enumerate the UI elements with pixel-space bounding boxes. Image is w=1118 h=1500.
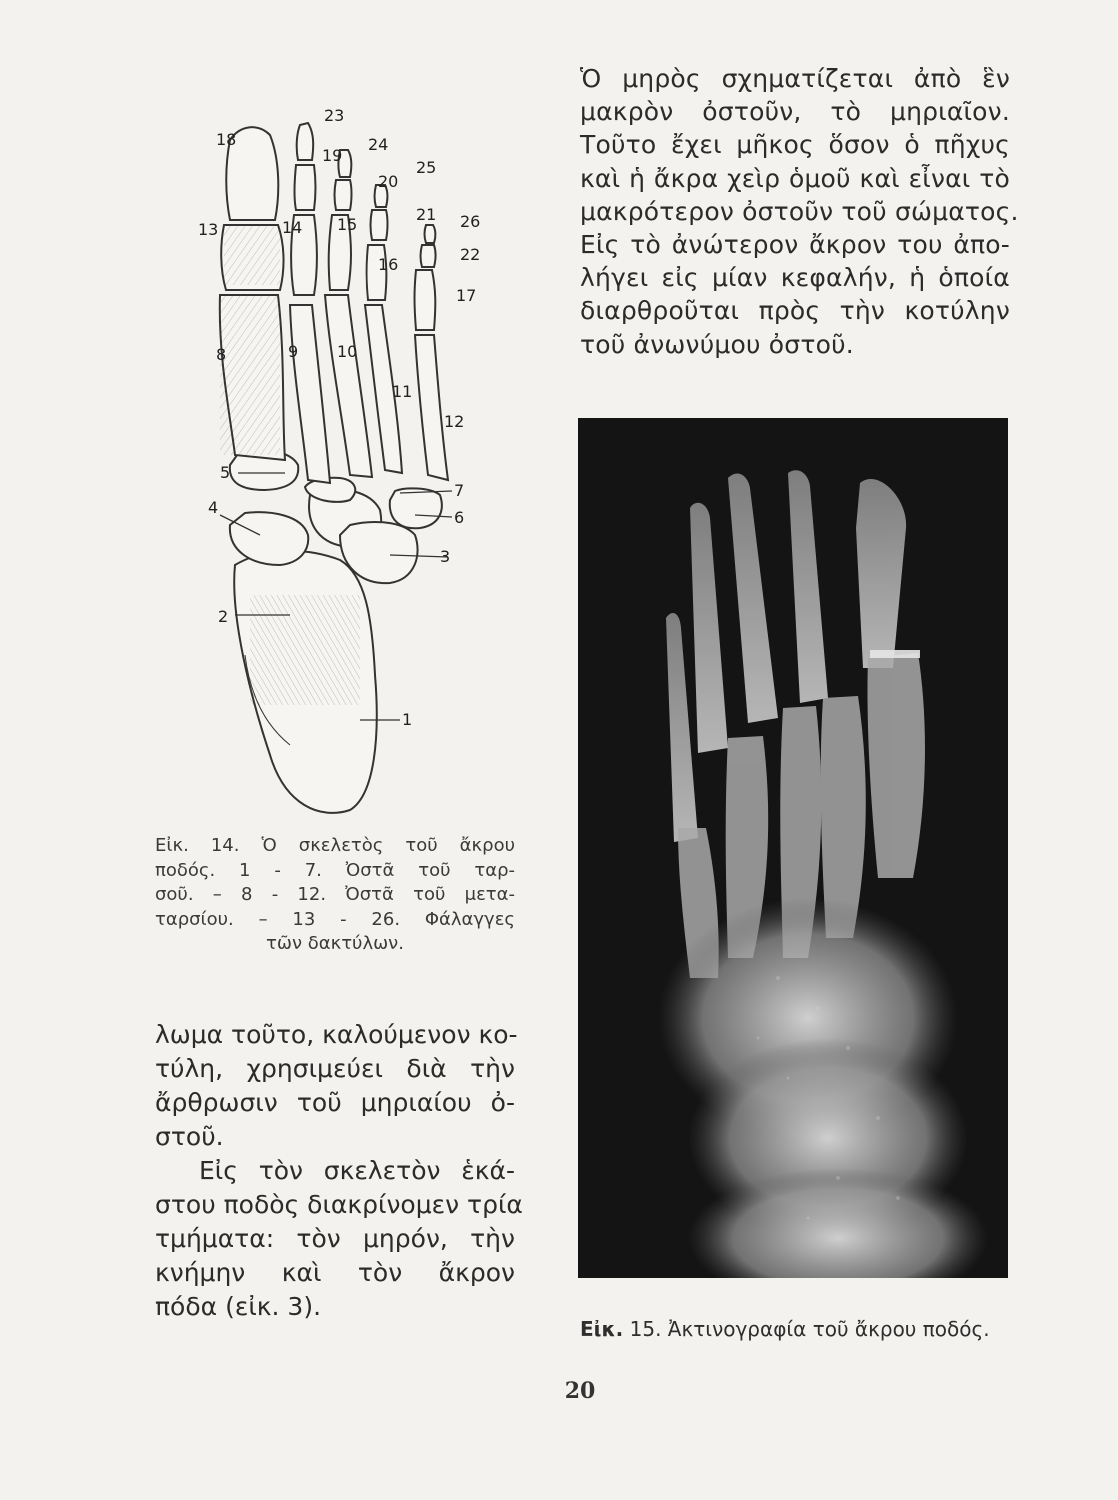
text-line: λωμα τοῦτο, καλούμενον κο- [155, 1020, 518, 1049]
bone-label: 14 [282, 218, 303, 237]
bone-label: 20 [378, 172, 399, 191]
top-paragraph [580, 62, 1019, 361]
bone-label: 26 [460, 212, 481, 231]
bottom-paragraph [155, 1018, 523, 1324]
caption-line: ποδός. 1 - 7. Ὀστᾶ τοῦ ταρ- [155, 859, 515, 881]
text-line: στοῦ. [155, 1122, 224, 1151]
bone-label: 25 [416, 158, 437, 177]
text-line: κνήμην καὶ τὸν ἄκρον [155, 1258, 515, 1287]
bone-label: 16 [378, 255, 399, 274]
text-line: πόδα (εἰκ. 3). [155, 1292, 322, 1321]
figure-14-caption [155, 834, 515, 957]
bone-label: 8 [216, 345, 227, 364]
text-line: Τοῦτο ἔχει μῆκος ὅσον ὁ πῆχυς [580, 130, 1010, 160]
text-line: τοῦ ἀνωνύμου ὀστοῦ. [580, 329, 854, 359]
bone-label: 19 [322, 146, 343, 165]
figure-15-label: Εἰκ. [580, 1317, 624, 1341]
bone-label: 9 [288, 342, 299, 361]
page-number: 20 [564, 1378, 596, 1404]
bone-label: 11 [392, 382, 413, 401]
text-line: Εἰς τὸν σκελετὸν ἑκά- [199, 1156, 515, 1185]
text-line: ἄρθρωσιν τοῦ μηριαίου ὀ- [155, 1088, 515, 1117]
text-line: Εἰς τὸ ἀνώτερον ἄκρον του ἀπο- [580, 230, 1010, 260]
bone-label: 5 [220, 463, 231, 482]
bone-label: 6 [454, 508, 465, 527]
caption-line: Εἰκ. 14. Ὁ σκελετὸς τοῦ ἄκρου [155, 835, 515, 856]
text-line: διαρθροῦται πρὸς τὴν κοτύλην [580, 296, 1010, 326]
xray-drawing [578, 418, 1008, 1278]
foot-skeleton-drawing [190, 95, 530, 835]
bone-label: 21 [416, 205, 437, 224]
bone-label: 23 [324, 106, 345, 125]
bone-label: 22 [460, 245, 481, 264]
text-line: μακρὸν ὀστοῦν, τὸ μηριαῖον. [580, 97, 1010, 127]
bone-label: 15 [337, 215, 358, 234]
bone-label: 10 [337, 342, 358, 361]
bone-label: 7 [454, 481, 465, 500]
bone-label: 18 [216, 130, 237, 149]
figure-15-caption [580, 1316, 1020, 1342]
bone-label: 13 [198, 220, 219, 239]
bone-label: 3 [440, 547, 451, 566]
foot-skeleton-figure [190, 95, 530, 835]
text-line: στου ποδὸς διακρίνομεν τρία [155, 1190, 523, 1219]
text-line: καὶ ἡ ἄκρα χεὶρ ὁμοῦ καὶ εἶναι τὸ [580, 163, 1010, 193]
text-line: μακρότερον ὀστοῦν τοῦ σώματος. [580, 196, 1019, 226]
caption-line: τῶν δακτύλων. [266, 933, 404, 954]
bone-label: 12 [444, 412, 465, 431]
bone-label: 2 [218, 607, 229, 626]
text-line: λήγει εἰς μίαν κεφαλήν, ἡ ὁποία [580, 263, 1010, 293]
text-line: τμήματα: τὸν μηρόν, τὴν [155, 1224, 515, 1253]
text-line: τύλη, χρησιμεύει διὰ τὴν [155, 1054, 515, 1083]
bone-label: 17 [456, 286, 477, 305]
caption-line: ταρσίου. – 13 - 26. Φάλαγγες [155, 908, 515, 930]
figure-15-text: 15. Ἀκτινογραφία τοῦ ἄκρου ποδός. [629, 1317, 990, 1341]
bone-label: 1 [402, 710, 413, 729]
caption-line: σοῦ. – 8 - 12. Ὀστᾶ τοῦ μετα- [155, 884, 515, 905]
bone-label: 24 [368, 135, 389, 154]
foot-xray-image [578, 418, 1008, 1278]
bone-label: 4 [208, 498, 219, 517]
text-line: Ὁ μηρὸς σχηματίζεται ἀπὸ ἓν [580, 64, 1010, 93]
